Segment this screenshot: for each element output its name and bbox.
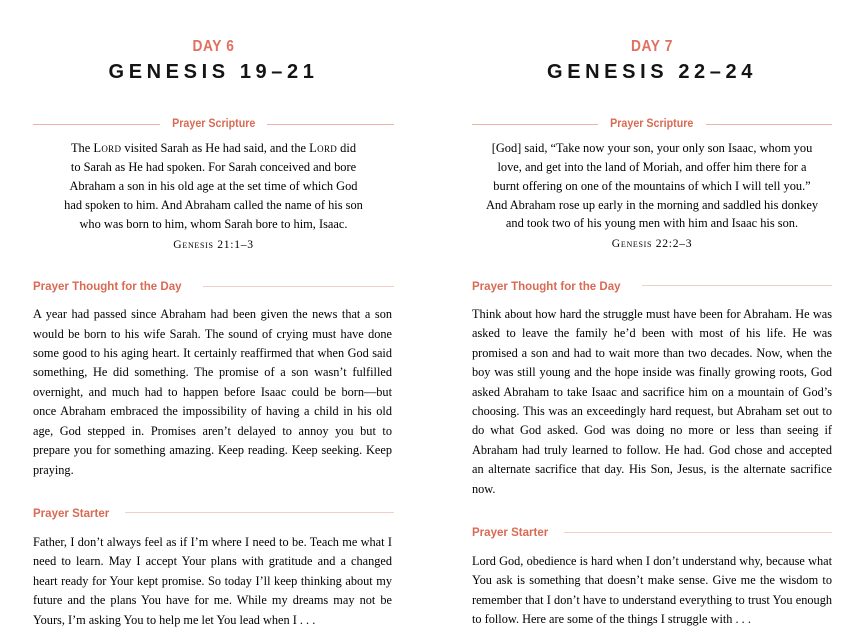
scripture-line: [God] said, “Take now your son, your only son Isaac, whom you (491, 141, 813, 155)
heading-rule (564, 532, 832, 533)
scripture-block (33, 139, 394, 253)
scripture-line: And Abraham rose up early in the morning and saddled his donkey (485, 197, 819, 212)
prayer-starter-heading (472, 525, 832, 539)
prayer-scripture-label: Prayer Scripture (171, 118, 256, 130)
scripture-line: Abraham a son in his old age at the set time of which God (69, 179, 358, 194)
scripture-block (472, 139, 832, 253)
prayer-starter-text: Father, I don’t always feel as if I’m where I need to be. Teach me what I need to learn. May I accept Your plans with gratitude and a changed heart ready for Your kept promise. So today I’ll keep thinking about my future and the plans You have for me. While my dreams may not be Yours, I’m asking You to help me let You lead when I . . . (33, 534, 392, 627)
prayer-scripture-heading (33, 118, 394, 130)
prayer-thought-text: A year had passed since Abraham had been given the news that a son would be born to his wife Sarah. The sound of crying must have done some good to his aging heart. It certainly reaffirmed that when God said something, He did something. The promise of a son wasn’t fulfilled overnight, and much had to happen before Isaac could be born—but once Abraham embraced the impossibility of having a child in his old age, God stepped in. Promises aren’t delayed to annoy you but to prepare you for something amazing. Keep reading. Keep seeking. Keep praying. (33, 307, 392, 477)
prayer-thought-heading (472, 279, 832, 293)
heading-rule (125, 512, 394, 513)
prayer-thought-text: Think about how hard the struggle must have been for Abraham. He was asked to leave the family he’d been with most of his life. He was promised a son and had to wait more than two decades. Now, when the boy was still young and the hope inside was finally growing roots, God asked Abraham to take Isaac and sacrifice him on a mountain of God’s choosing. This was an exceedingly hard request, but Abraham set out to do what God asked. God was doing no more or less than seeing if Abraham had truly learned to follow. He had. God chose and accepted an alternate sacrifice that day. His Son, Jesus, is the alternate sacrifice now. (472, 306, 832, 496)
scripture-line: who was born to him, whom Sarah bore to him, Isaac. (79, 216, 348, 231)
scripture-line: to Sarah as He had spoken. For Sarah conceived and bore (70, 160, 357, 175)
scripture-citation: Genesis 21:1–3 (173, 237, 254, 251)
prayer-starter-text: Lord God, obedience is hard when I don’t understand why, because what You ask is something that doesn’t make sense. Give me the wisdom to remember that I don’t have to understand everything to trust You enough to follow. Here are some of the things I struggle with . . . (472, 554, 832, 627)
divider-rule-left (33, 124, 160, 125)
prayer-scripture-heading (472, 118, 832, 130)
prayer-thought-heading (33, 279, 394, 293)
page-right (432, 0, 864, 627)
page-title: GENESIS 22–24 (547, 61, 757, 83)
prayer-scripture-label: Prayer Scripture (610, 118, 694, 130)
scripture-line: and took two of his young men with him and Isaac his son. (505, 216, 799, 231)
prayer-starter-label: Prayer Starter (472, 525, 549, 540)
scripture-line: burnt offering on one of the mountains of which I will tell you.” (493, 178, 811, 193)
scripture-citation: Genesis 22:2–3 (611, 237, 693, 251)
scripture-line: love, and get into the land of Moriah, and offer him there for a (497, 159, 807, 174)
prayer-thought-label: Prayer Thought for the Day (33, 279, 182, 294)
day-label: DAY 6 (192, 38, 235, 55)
heading-rule (642, 285, 832, 286)
divider-rule-right (267, 124, 394, 125)
prayer-starter-label: Prayer Starter (33, 505, 110, 520)
day-label: DAY 7 (630, 38, 674, 55)
divider-rule-right (706, 124, 832, 125)
page-left (0, 0, 432, 627)
scripture-line: had spoken to him. And Abraham called the name of his son (64, 197, 363, 212)
heading-rule (203, 286, 394, 287)
page-title: GENESIS 19–21 (108, 61, 319, 83)
scripture-line: The Lord visited Sarah as He had said, and the Lord did (70, 141, 357, 155)
prayer-thought-label: Prayer Thought for the Day (472, 278, 621, 293)
divider-rule-left (472, 124, 598, 125)
prayer-starter-heading (33, 506, 394, 520)
